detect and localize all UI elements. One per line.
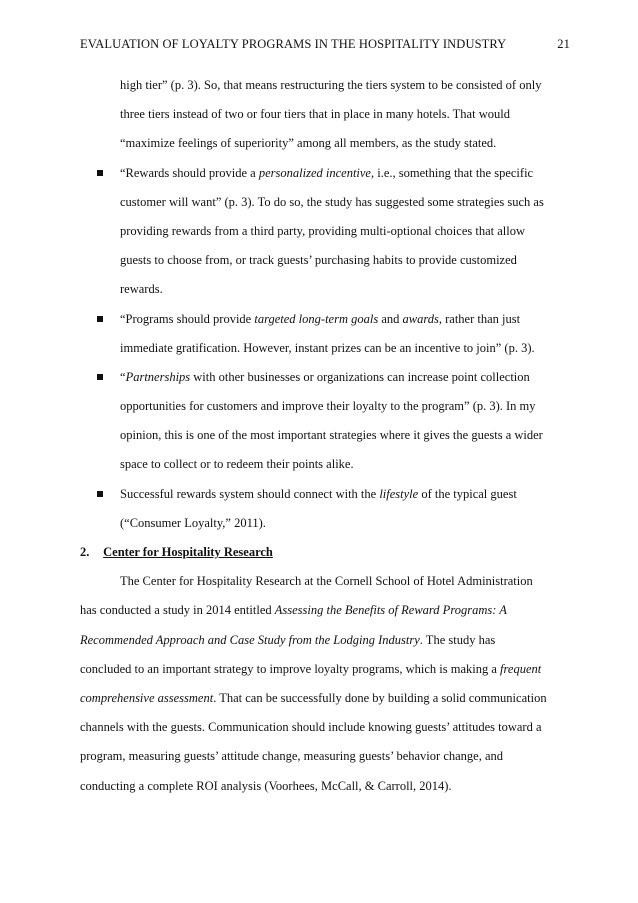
bullet-item	[80, 363, 580, 392]
emphasis-text: personalized incentive	[258, 165, 371, 180]
text-run: , i.e., something that the specific	[370, 165, 534, 180]
text-line: (“Consumer Loyalty,” 2011).	[120, 515, 266, 530]
body-text	[80, 71, 580, 801]
text-run: . That can be successfully done by building a solid communication	[213, 690, 547, 705]
emphasis-text: lifestyle	[379, 486, 419, 501]
text-run: “Rewards should provide a	[120, 165, 259, 180]
text-line	[80, 655, 580, 684]
text-run: with other businesses or organizations can increase point collection	[190, 369, 530, 384]
text-line: opinion, this is one of the most important strategies where it gives the guests a wider	[120, 428, 543, 443]
section-heading	[80, 538, 580, 567]
text-line	[80, 626, 580, 655]
text-line: “maximize feelings of superiority” among all members, as the study stated.	[120, 136, 497, 151]
bullet-item	[80, 480, 580, 509]
page-number: 21	[557, 37, 570, 51]
square-bullet-icon	[97, 491, 103, 497]
text-run: and	[378, 311, 403, 326]
emphasis-text: frequent	[500, 661, 542, 676]
section-number: 2.	[80, 545, 90, 559]
text-line: guests to choose from, or track guests’ purchasing habits to provide customized	[120, 253, 517, 268]
text-line: providing rewards from a third party, providing multi-optional choices that allow	[120, 223, 525, 238]
emphasis-text: comprehensive assessment	[80, 690, 214, 705]
text-run: concluded to an important strategy to improve loyalty programs, which is making a	[80, 661, 501, 676]
section-title: Center for Hospitality Research	[103, 545, 273, 559]
text-run: . The study has	[419, 632, 496, 647]
text-line	[80, 684, 580, 713]
text-run: “Programs should provide	[120, 311, 255, 326]
running-header	[80, 37, 570, 52]
square-bullet-icon	[97, 316, 103, 322]
emphasis-text: awards	[402, 311, 439, 326]
text-line: three tiers instead of two or four tiers that in place in many hotels. That would	[120, 107, 510, 122]
text-run: has conducted a study in 2014 entitled	[80, 603, 275, 618]
text-run: “	[120, 369, 126, 384]
square-bullet-icon	[97, 170, 103, 176]
text-run: , rather than just	[438, 311, 521, 326]
running-head-title: EVALUATION OF LOYALTY PROGRAMS IN THE HOSPITALITY INDUSTRY	[80, 37, 507, 51]
emphasis-text: Assessing the Benefits of Reward Programs: A	[274, 603, 507, 618]
text-line: space to collect or to redeem their points alike.	[120, 457, 354, 472]
text-line: conducting a complete ROI analysis (Voorhees, McCall, & Carroll, 2014).	[80, 778, 452, 793]
text-line: immediate gratification. However, instant prizes can be an incentive to join” (p. 3).	[120, 340, 535, 355]
text-line: channels with the guests. Communication should include knowing guests’ attitudes toward a	[80, 720, 542, 735]
text-line: customer will want” (p. 3). To do so, the study has suggested some strategies such as	[120, 194, 544, 209]
text-line: high tier” (p. 3). So, that means restructuring the tiers system to be consisted of only	[120, 78, 542, 92]
emphasis-text: targeted long-term goals	[254, 311, 379, 326]
square-bullet-icon	[97, 374, 103, 380]
text-line: opportunities for customers and improve their loyalty to the program” (p. 3). In my	[120, 399, 536, 414]
text-line: The Center for Hospitality Research at the Cornell School of Hotel Administration	[120, 574, 533, 589]
text-run: Successful rewards system should connect with the	[120, 486, 380, 501]
text-run: of the typical guest	[418, 486, 517, 501]
text-line	[80, 596, 580, 625]
bullet-item	[80, 305, 580, 334]
text-line: rewards.	[120, 282, 163, 297]
emphasis-text: Partnerships	[125, 369, 191, 384]
bullet-item	[80, 159, 580, 188]
text-line: program, measuring guests’ attitude change, measuring guests’ behavior change, and	[80, 749, 504, 764]
emphasis-text: Recommended Approach and Case Study from the Lodging Industry	[80, 632, 420, 647]
